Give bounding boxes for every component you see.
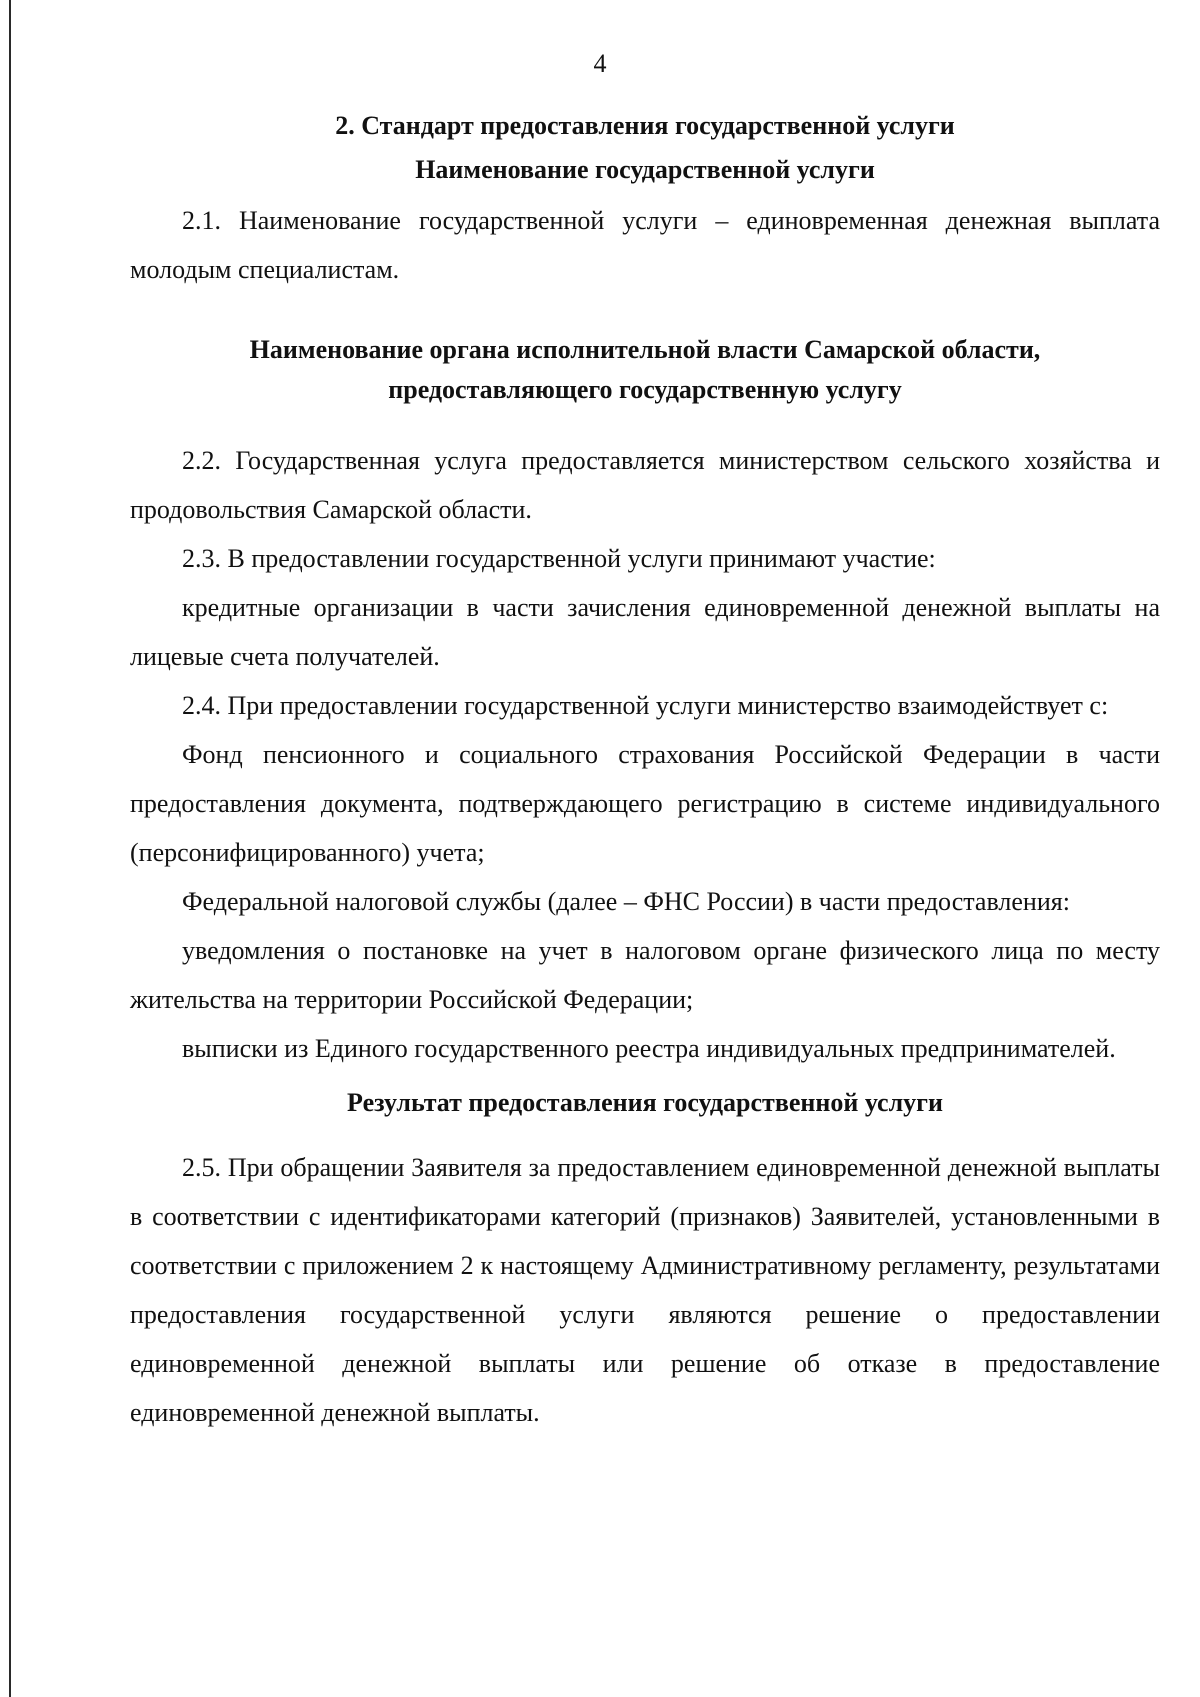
paragraph-2-4-tax-service: Федеральной налоговой службы (далее – ФНС России) в части предоставления: (182, 887, 1070, 916)
paragraph-2-1: 2.1. Наименование государственной услуги – единовременная денежная выплата молодым специалистам. (130, 206, 1160, 284)
page-left-border (9, 0, 11, 1697)
document-body (130, 104, 1160, 1437)
paragraph-2-5: 2.5. При обращении Заявителя за предоставлением единовременной денежной выплаты в соответствии с идентификаторами категорий (признаков) Заявителей, установленными в соответствии с приложением 2 к настоящему Административному регламенту, результатами предоставления государственной услуги являются решение о предоставлении единовременной денежной выплаты или решение об отказе в предоставление единовременной денежной выплаты. (130, 1153, 1160, 1427)
paragraph-2-4-tax-notice: уведомления о постановке на учет в налоговом органе физического лица по месту жительства на территории Российской Федерации; (130, 936, 1160, 1014)
paragraph-2-3: 2.3. В предоставлении государственной услуги принимают участие: (182, 544, 936, 573)
heading-service-result: Результат предоставления государственной услуги (347, 1088, 943, 1117)
heading-service-name: Наименование государственной услуги (415, 155, 875, 184)
paragraph-2-4-registry-extract: выписки из Единого государственного реестра индивидуальных предпринимателей. (182, 1034, 1116, 1063)
paragraph-2-2: 2.2. Государственная услуга предоставляется министерством сельского хозяйства и продовольствия Самарской области. (130, 446, 1160, 524)
heading-executive-body: Наименование органа исполнительной власти Самарской области, предоставляющего государственную услугу (249, 335, 1041, 404)
section-title: 2. Стандарт предоставления государственной услуги (335, 111, 955, 140)
page-number: 4 (593, 49, 607, 78)
paragraph-2-3-credit-organizations: кредитные организации в части зачисления единовременной денежной выплаты на лицевые счета получателей. (130, 593, 1160, 671)
paragraph-2-4: 2.4. При предоставлении государственной услуги министерство взаимодействует с: (182, 691, 1109, 720)
paragraph-2-4-pension-fund: Фонд пенсионного и социального страхования Российской Федерации в части предоставления документа, подтверждающего регистрацию в системе индивидуального (персонифицированного) учета; (130, 740, 1160, 867)
